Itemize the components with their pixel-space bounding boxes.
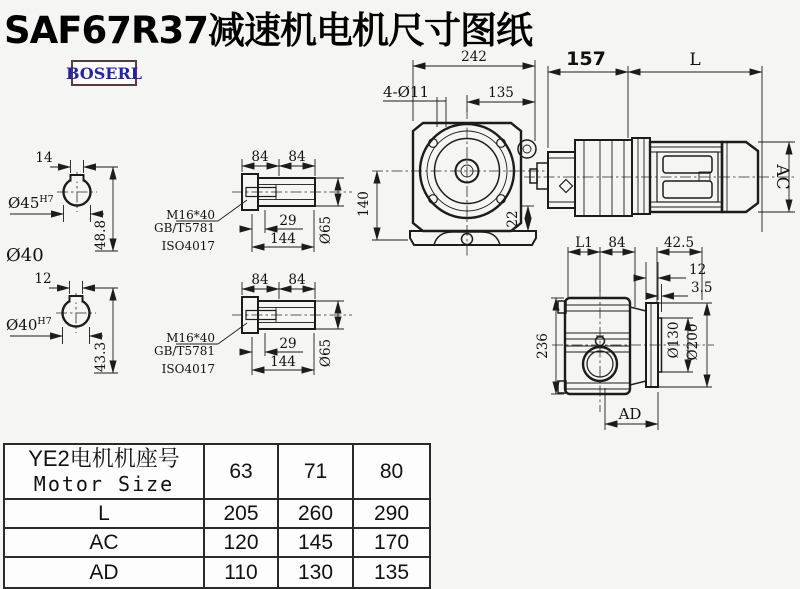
motor-size-table xyxy=(3,443,431,589)
dim-bore-2 xyxy=(6,316,52,334)
table-col-63: 63 xyxy=(205,445,279,500)
shaft-section-1 xyxy=(6,150,118,266)
label-h1-bolt: M16*40 xyxy=(166,208,215,222)
table-cell-AC-71: 145 xyxy=(279,529,354,558)
dim-bore-1-tol: H7 xyxy=(39,194,54,205)
dim-h2-length: 144 xyxy=(270,354,296,370)
label-h2-bolt: M16*40 xyxy=(166,331,215,345)
table-cell-AC-80: 170 xyxy=(354,529,429,558)
hollow-shaft-1 xyxy=(154,149,352,253)
table-cell-AD-71: 130 xyxy=(279,558,354,587)
dim-h1-od: Ø65 xyxy=(318,215,334,245)
hollow-shaft-2 xyxy=(154,272,352,376)
shaft-section-2 xyxy=(6,271,118,373)
brand-logo-text: BOSERL xyxy=(65,63,143,83)
label-h2-std1: GB/T5781 xyxy=(154,344,215,358)
dim-h1-half2: 84 xyxy=(288,149,306,165)
dim-side-t2: 84 xyxy=(608,235,626,251)
table-cell-AC-63: 120 xyxy=(205,529,279,558)
table-col-80: 80 xyxy=(354,445,429,500)
table-cell-L-80: 290 xyxy=(354,500,429,529)
dim-motor-length: L xyxy=(689,50,701,70)
table-row-label-AC: AC xyxy=(5,529,205,558)
dim-key-width-1: 14 xyxy=(35,150,53,166)
dim-side-spigot: Ø130 xyxy=(666,321,682,359)
dim-bore-2-tol: H7 xyxy=(37,316,52,327)
dim-side-height: 236 xyxy=(535,333,551,359)
table-cell-AD-63: 110 xyxy=(205,558,279,587)
gearbox-front-view xyxy=(356,49,548,256)
table-row-label-AD: AD xyxy=(5,558,205,587)
dim-bore-1 xyxy=(8,194,54,212)
label-front-holes: 4-Ø11 xyxy=(383,83,429,101)
table-col-71: 71 xyxy=(279,445,354,500)
dim-side-t4: 12 xyxy=(689,262,707,278)
page-title: SAF67R37减速机电机尺寸图纸 xyxy=(4,9,533,52)
dim-h2-half1: 84 xyxy=(251,272,269,288)
dim-h2-od: Ø65 xyxy=(318,338,334,368)
gearbox-side-view xyxy=(535,235,714,430)
dim-side-t1: L1 xyxy=(575,235,593,251)
table-header-motor-size xyxy=(5,445,205,500)
label-alt-shaft: Ø40 xyxy=(6,245,44,266)
dim-front-pitch: 135 xyxy=(488,85,514,101)
dim-depth-1: 48.8 xyxy=(93,219,109,251)
table-cell-L-63: 205 xyxy=(205,500,279,529)
dim-side-flange: Ø200 xyxy=(685,323,701,361)
table-cell-AD-80: 135 xyxy=(354,558,429,587)
table-header-en: Motor Size xyxy=(33,471,175,496)
dim-h1-step: 29 xyxy=(279,213,297,229)
table-row-label-L: L xyxy=(5,500,205,529)
dim-side-t5: 3.5 xyxy=(691,280,713,296)
dim-side-ad: AD xyxy=(618,405,642,423)
dim-front-height: 140 xyxy=(356,191,372,217)
dim-depth-2: 43.3 xyxy=(93,341,109,373)
motor-assembly-view xyxy=(524,48,795,232)
label-h2-std2: ISO4017 xyxy=(161,362,215,376)
dim-motor-height: AC xyxy=(772,164,792,190)
dim-h2-half2: 84 xyxy=(288,272,306,288)
dim-key-width-2: 12 xyxy=(34,271,52,287)
dim-front-width: 242 xyxy=(461,49,487,65)
dim-adapter-length: 157 xyxy=(566,48,606,70)
table-header-cn: YE2电机机座号 xyxy=(28,446,180,472)
dim-h2-step: 29 xyxy=(279,336,297,352)
table-cell-L-71: 260 xyxy=(279,500,354,529)
dim-side-t3: 42.5 xyxy=(663,235,695,251)
dim-h1-half1: 84 xyxy=(251,149,269,165)
label-h1-std1: GB/T5781 xyxy=(154,221,215,235)
label-h1-std2: ISO4017 xyxy=(161,239,215,253)
dim-bore-1-value: Ø45 xyxy=(8,194,40,212)
dim-bore-2-value: Ø40 xyxy=(6,316,38,334)
dim-front-foot: 22 xyxy=(505,210,521,228)
dim-h1-length: 144 xyxy=(270,231,296,247)
